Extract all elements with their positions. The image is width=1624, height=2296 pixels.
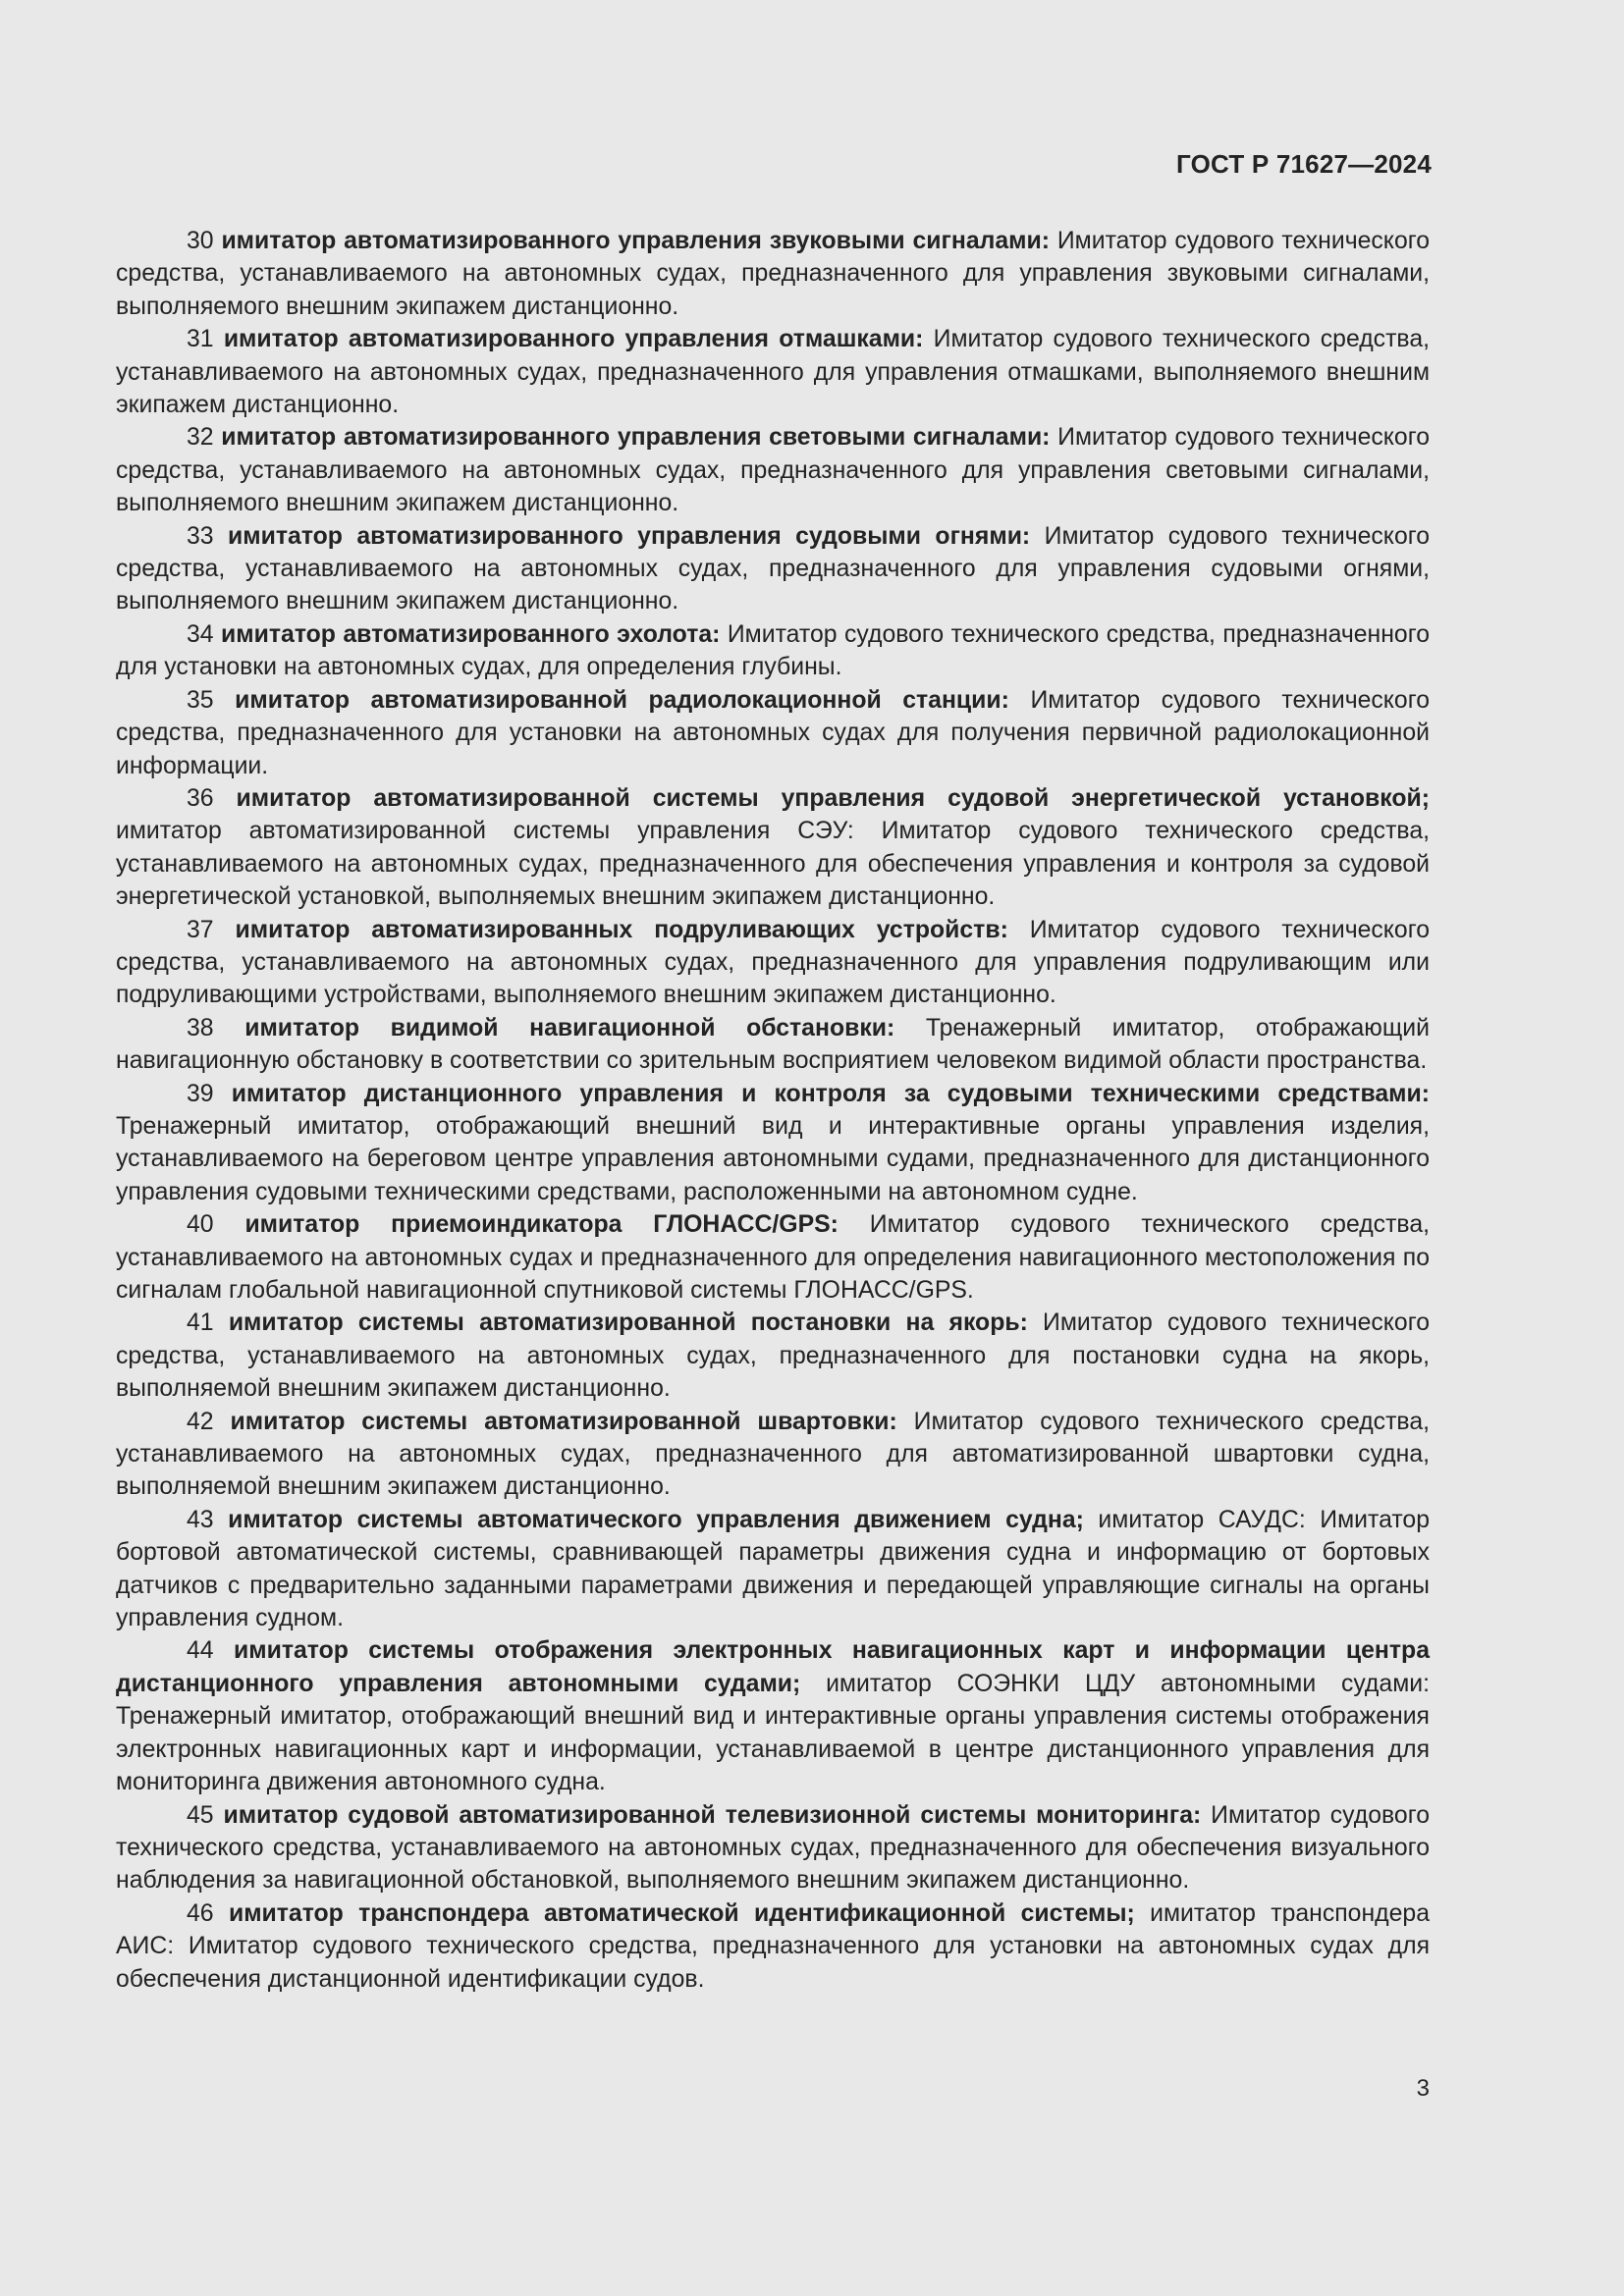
term-name: имитатор приемоиндикатора ГЛОНАСС/GPS: <box>244 1211 839 1239</box>
term-name: имитатор автоматизированного управления световыми сигналами: <box>221 424 1051 452</box>
term-name: имитатор системы автоматического управления движением судна; <box>228 1506 1084 1533</box>
term-name: имитатор автоматизированной системы управления судовой энергетической установкой; <box>236 784 1430 812</box>
term-name: имитатор дистанционного управления и контроля за судовыми техническими средствами: <box>231 1080 1430 1107</box>
term-definition: Тренажерный имитатор, отображающий навигационную обстановку в соответствии со зрительным восприятием человеком видимой области пространства. <box>116 1014 1431 1075</box>
term-entry <box>116 782 1430 914</box>
term-definition: Имитатор судового технического средства, устанавливаемого на автономных судах и предназначенного для определения навигационного местоположения по сигналам глобальной навигационной спутниковой системы ГЛОНАСС/GPS. <box>116 1211 1430 1304</box>
term-entry <box>116 520 1430 618</box>
term-entry <box>116 421 1430 519</box>
term-definition: имитатор автоматизированной системы управления СЭУ: Имитатор судового технического средства, устанавливаемого на автономных судах, предназначенного для обеспечения управления и контроля за судовой энергетической установкой, выполняемых внешним экипажем дистанционно. <box>116 818 1430 911</box>
term-entry <box>116 1208 1430 1307</box>
term-number: 46 <box>187 1899 214 1927</box>
term-definition: Имитатор судового технического средства, устанавливаемого на автономных судах, предназначенного для управления световыми сигналами, выполняемого внешним экипажем дистанционно. <box>116 424 1431 517</box>
term-name: имитатор автоматизированной радиолокационной станции: <box>235 686 1009 714</box>
term-entry <box>116 1634 1430 1798</box>
terms-list <box>116 225 1430 1996</box>
term-name: имитатор системы отображения электронных навигационных карт и информации центра дистанционного управления автономными судами; <box>116 1637 1430 1697</box>
term-number: 38 <box>187 1014 214 1041</box>
term-name: имитатор автоматизированного управления звуковыми сигналами: <box>221 228 1051 254</box>
term-number: 37 <box>187 916 214 943</box>
term-definition: Имитатор судового технического средства, устанавливаемого на автономных судах, предназначенного для обеспечения визуального наблюдения за навигационной обстановкой, выполняемого внешним экипажем дистанционно. <box>116 1801 1430 1895</box>
term-definition: имитатор САУДС: Имитатор бортовой автоматической системы, сравнивающей параметры движения судна и информацию от бортовых датчиков с предварительно заданными параметрами движения и передающей управляющие сигналы на органы управления судном. <box>116 1506 1431 1632</box>
term-name: имитатор системы автоматизированной постановки на якорь: <box>228 1309 1028 1337</box>
term-definition: Имитатор судового технического средства, устанавливаемого на автономных судах, предназначенного для управления подруливающим или подруливающими устройствами, выполняемого внешним экипажем дистанционно. <box>116 916 1431 1009</box>
standard-header: ГОСТ Р 71627—2024 <box>1176 149 1432 179</box>
term-name: имитатор транспондера автоматической идентификационной системы; <box>228 1899 1135 1927</box>
term-entry <box>116 1406 1430 1504</box>
term-number: 45 <box>187 1801 214 1829</box>
term-definition: имитатор СОЭНКИ ЦДУ автономными судами: Тренажерный имитатор, отображающий внешний вид и интерактивные органы управления системы отображения электронных навигационных карт и информации, устанавливаемой в центре дистанционного управления для мониторинга движения автономного судна. <box>116 1670 1430 1796</box>
term-name: имитатор судовой автоматизированной телевизионной системы мониторинга: <box>223 1801 1202 1829</box>
term-name: имитатор автоматизированного управления отмашками: <box>223 326 924 353</box>
term-name: имитатор автоматизированных подруливающих устройств: <box>235 916 1008 943</box>
term-definition: Имитатор судового технического средства, устанавливаемого на автономных судах, предназначенного для управления судовыми огнями, выполняемого внешним экипажем дистанционно. <box>116 522 1431 615</box>
term-number: 43 <box>187 1506 214 1533</box>
term-name: имитатор автоматизированного управления судовыми огнями: <box>228 522 1031 550</box>
term-entry <box>116 1799 1430 1897</box>
term-definition: имитатор транспондера АИС: Имитатор судового технического средства, предназначенного для установки на автономных судах для обеспечения дистанционной идентификации судов. <box>116 1899 1430 1993</box>
term-number: 32 <box>187 424 214 452</box>
term-number: 34 <box>187 620 214 648</box>
term-definition: Имитатор судового технического средства, устанавливаемого на автономных судах, предназначенного для управления звуковыми сигналами, выполняемого внешним экипажем дистанционно. <box>116 228 1431 320</box>
term-name: имитатор системы автоматизированной швартовки: <box>230 1408 897 1435</box>
term-name: имитатор видимой навигационной обстановки: <box>244 1014 895 1041</box>
term-entry <box>116 618 1430 684</box>
term-definition: Имитатор судового технического средства, устанавливаемого на автономных судах, предназначенного для автоматизированной швартовки судна, выполняемой внешним экипажем дистанционно. <box>116 1408 1430 1501</box>
term-entry <box>116 323 1430 421</box>
term-entry <box>116 1078 1430 1209</box>
term-entry <box>116 1504 1430 1635</box>
term-number: 40 <box>187 1211 214 1239</box>
term-entry <box>116 1307 1430 1405</box>
term-definition: Имитатор судового технического средства, устанавливаемого на автономных судах, предназначенного для управления отмашками, выполняемого внешним экипажем дистанционно. <box>116 326 1431 419</box>
term-definition: Тренажерный имитатор, отображающий внешний вид и интерактивные органы управления изделия, устанавливаемого на береговом центре управления автономными судами, предназначенного для дистанционного управления судовыми техническими средствами, расположенными на автономном судне. <box>116 1112 1430 1205</box>
term-definition: Имитатор судового технического средства, предназначенного для установки на автономных судах для получения первичной радиолокационной информации. <box>116 686 1431 779</box>
term-entry <box>116 1897 1430 1996</box>
term-number: 41 <box>187 1309 214 1337</box>
term-entry <box>116 1012 1430 1078</box>
term-number: 42 <box>187 1408 214 1435</box>
term-name: имитатор автоматизированного эхолота: <box>221 620 721 648</box>
term-entry <box>116 684 1430 782</box>
term-number: 39 <box>187 1080 214 1107</box>
term-entry <box>116 225 1430 323</box>
page-number: 3 <box>1416 2075 1430 2102</box>
term-number: 33 <box>187 522 214 550</box>
term-definition: Имитатор судового технического средства, предназначенного для установки на автономных судах, для определения глубины. <box>116 620 1431 681</box>
term-number: 30 <box>187 228 214 254</box>
term-number: 31 <box>187 326 214 353</box>
term-number: 44 <box>187 1637 214 1665</box>
term-definition: Имитатор судового технического средства, устанавливаемого на автономных судах, предназначенного для постановки судна на якорь, выполняемой внешним экипажем дистанционно. <box>116 1309 1430 1403</box>
term-number: 36 <box>187 784 214 812</box>
term-number: 35 <box>187 686 214 714</box>
term-entry <box>116 914 1430 1012</box>
